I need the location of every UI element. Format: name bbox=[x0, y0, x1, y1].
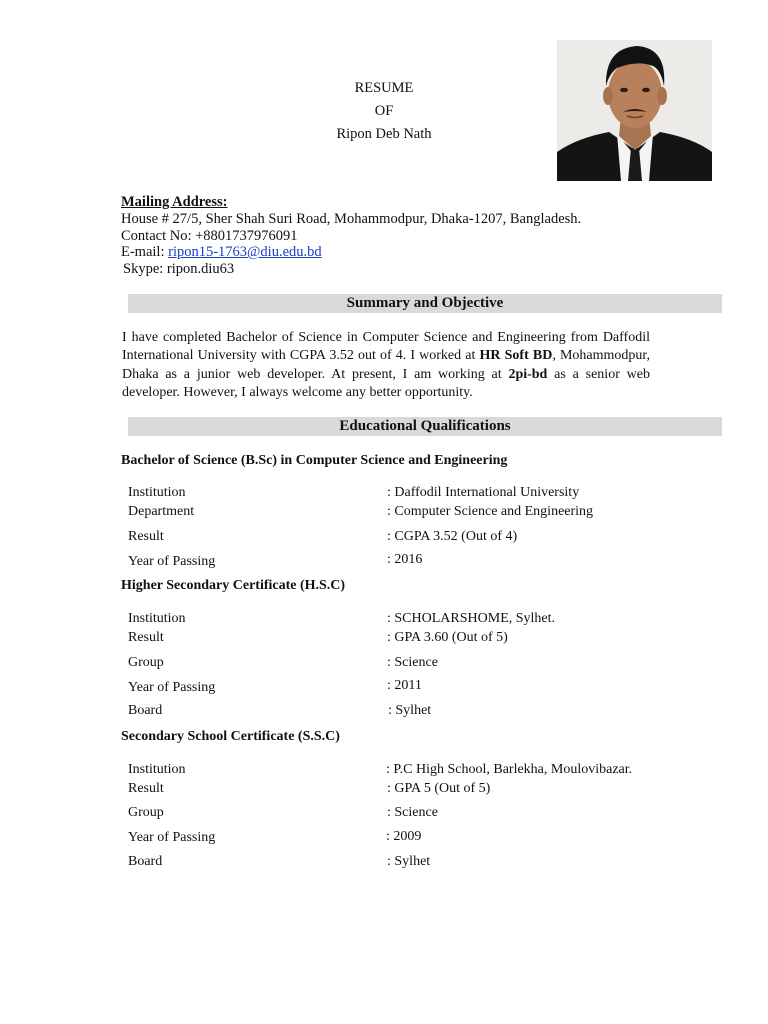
skype-line: Skype: ripon.diu63 bbox=[123, 261, 235, 277]
contact-number: Contact No: +8801737976091 bbox=[121, 228, 298, 244]
mailing-address-label bbox=[121, 194, 227, 211]
ssc-value-group: : Science bbox=[387, 805, 438, 820]
summary-text-2: , Mohammodpur, Dhaka as a junior web developer. At present, I am working at bbox=[122, 348, 651, 382]
bsc-value-year: : 2016 bbox=[387, 552, 423, 567]
hsc-label-year: Year of Passing bbox=[128, 680, 216, 695]
email-prefix: E-mail: bbox=[121, 244, 169, 260]
bsc-label-result: Result bbox=[128, 529, 164, 544]
hsc-value-result: : GPA 3.60 (Out of 5) bbox=[387, 630, 508, 645]
hsc-label-group: Group bbox=[128, 655, 164, 670]
ssc-value-institution: : P.C High School, Barlekha, Moulovibazar. bbox=[386, 762, 633, 777]
mailing-address-heading: Mailing Address: bbox=[121, 194, 228, 210]
education-heading-bar bbox=[128, 417, 722, 436]
bsc-title: Bachelor of Science (B.Sc) in Computer Science and Engineering bbox=[121, 453, 508, 468]
hsc-value-group: : Science bbox=[387, 655, 438, 670]
resume-title: RESUME bbox=[354, 80, 414, 96]
email-link[interactable]: ripon15-1763@diu.edu.bd bbox=[168, 244, 322, 260]
bsc-value-institution: : Daffodil International University bbox=[387, 485, 580, 500]
bsc-value-department: : Computer Science and Engineering bbox=[387, 504, 594, 519]
company-hr-soft: HR Soft BD bbox=[479, 348, 553, 364]
summary-text-3: as a senior web developer. However, I always welcome any better opportunity. bbox=[122, 366, 650, 400]
email-line bbox=[121, 244, 322, 261]
hsc-label-result: Result bbox=[128, 630, 164, 645]
person-photo bbox=[557, 40, 712, 181]
ssc-title: Secondary School Certificate (S.S.C) bbox=[121, 729, 340, 744]
company-2pi-bd: 2pi-bd bbox=[508, 366, 548, 382]
ssc-label-board: Board bbox=[128, 854, 163, 869]
resume-of: OF bbox=[374, 103, 394, 119]
hsc-label-board: Board bbox=[128, 703, 163, 718]
bsc-value-result: : CGPA 3.52 (Out of 4) bbox=[387, 529, 518, 544]
ssc-value-board: : Sylhet bbox=[387, 854, 431, 869]
summary-heading: Summary and Objective bbox=[346, 295, 504, 311]
summary-heading-bar bbox=[128, 294, 722, 313]
ssc-value-year: : 2009 bbox=[386, 829, 422, 844]
hsc-value-institution: : SCHOLARSHOME, Sylhet. bbox=[387, 611, 556, 626]
hsc-value-board: : Sylhet bbox=[388, 703, 432, 718]
ssc-label-group: Group bbox=[128, 805, 164, 820]
summary-paragraph bbox=[122, 329, 650, 402]
education-heading: Educational Qualifications bbox=[339, 418, 511, 434]
hsc-value-year: : 2011 bbox=[387, 678, 422, 693]
ssc-label-year: Year of Passing bbox=[128, 830, 216, 845]
address-line: House # 27/5, Sher Shah Suri Road, Mohammodpur, Dhaka-1207, Bangladesh. bbox=[121, 211, 582, 227]
ssc-label-result: Result bbox=[128, 781, 164, 796]
hsc-title: Higher Secondary Certificate (H.S.C) bbox=[121, 578, 346, 593]
ssc-value-result: : GPA 5 (Out of 5) bbox=[387, 781, 491, 796]
bsc-label-department: Department bbox=[128, 504, 195, 519]
bsc-label-year: Year of Passing bbox=[128, 554, 216, 569]
bsc-label-institution: Institution bbox=[128, 485, 186, 500]
candidate-name: Ripon Deb Nath bbox=[336, 126, 432, 142]
summary-text-1: I have completed Bachelor of Science in Computer Science and Engineering from Daffodil International University with CGPA 3.52 out of 4. I worked at bbox=[122, 330, 650, 364]
ssc-label-institution: Institution bbox=[128, 762, 186, 777]
hsc-label-institution: Institution bbox=[128, 611, 186, 626]
